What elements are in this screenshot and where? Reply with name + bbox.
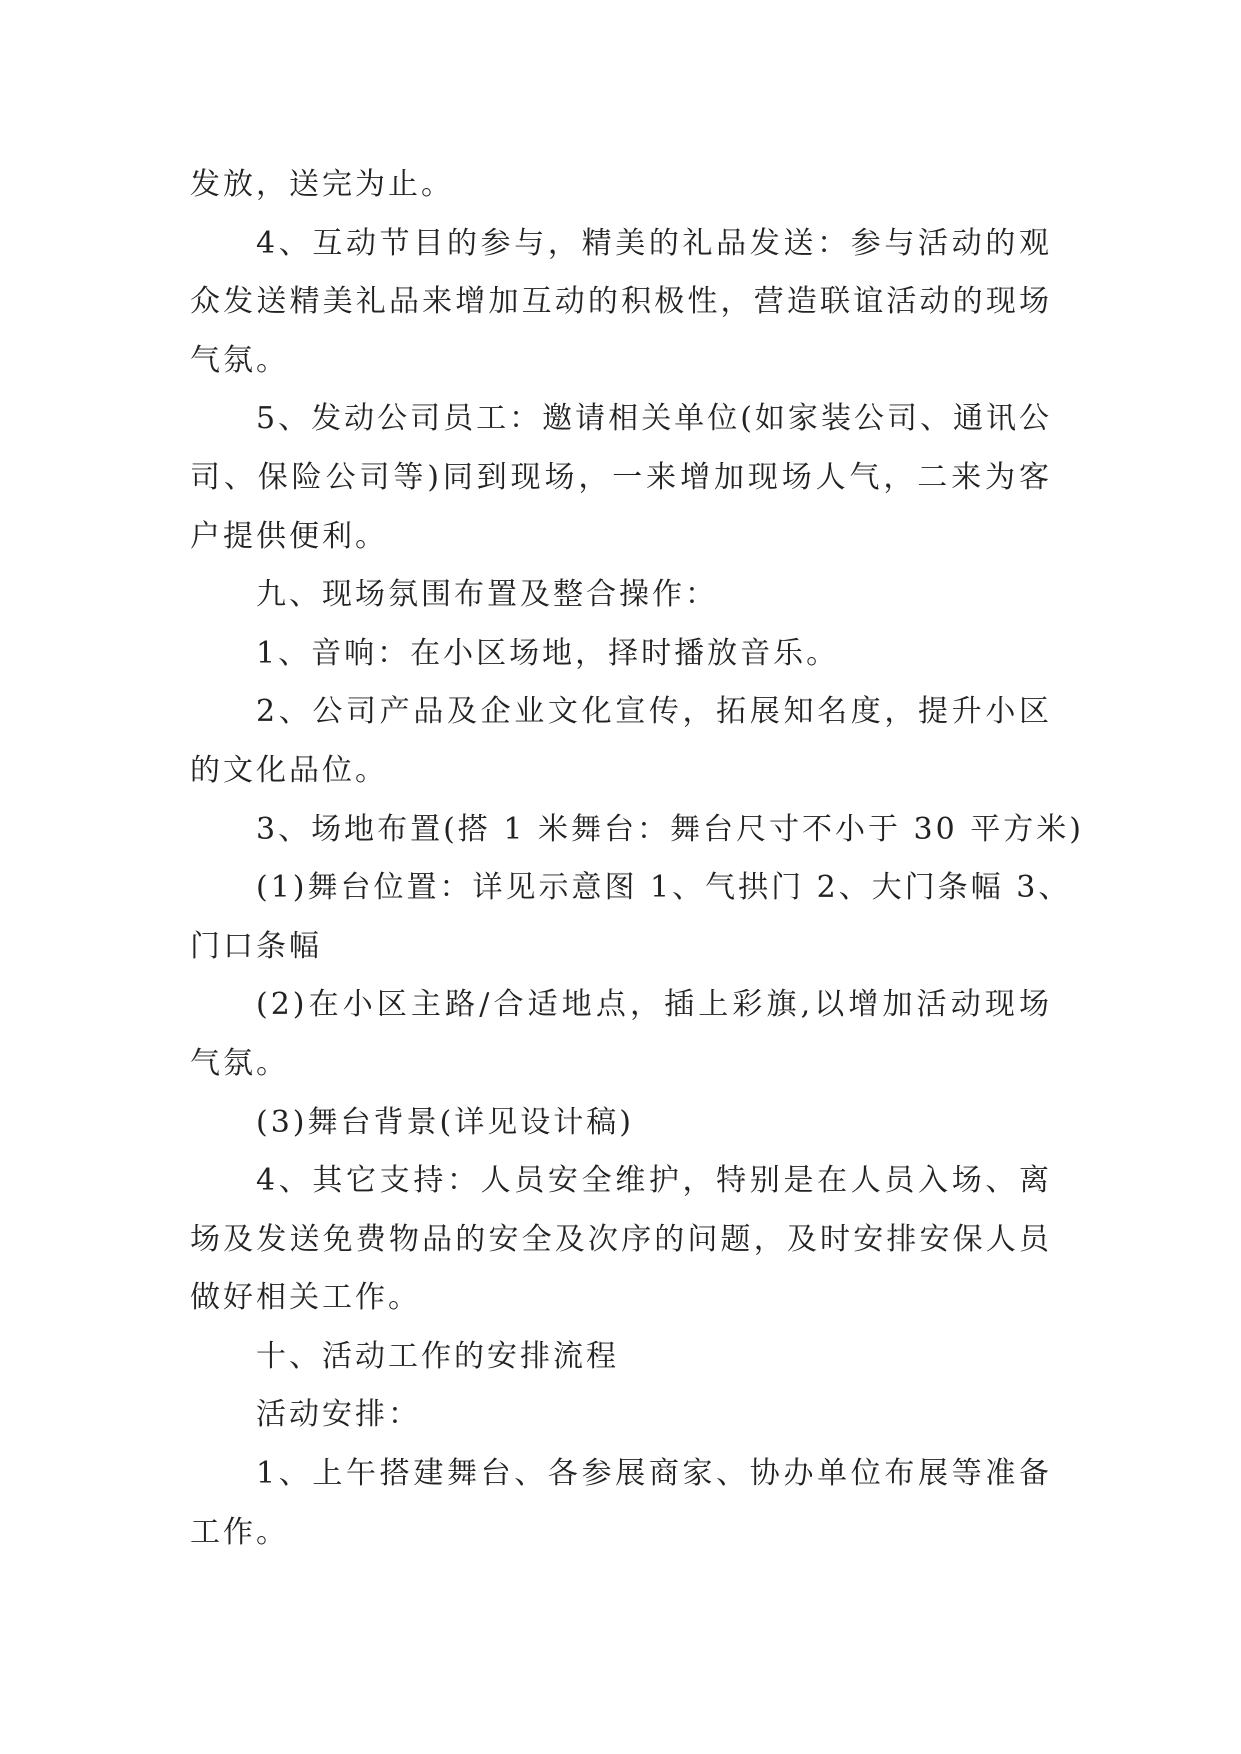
paragraph-item-4-support xyxy=(190,1152,1052,1328)
text-line: 1、上午搭建舞台、各参展商家、协办单位布展等准备 xyxy=(256,1456,1052,1492)
text-line: 十、活动工作的安排流程 xyxy=(256,1338,619,1374)
text-line: 工作。 xyxy=(190,1514,289,1550)
document-body xyxy=(190,156,1084,1562)
text-line: 4、互动节目的参与，精美的礼品发送：参与活动的观 xyxy=(256,225,1052,261)
text-line: 气氛。 xyxy=(190,1045,289,1081)
text-line: 3、场地布置(搭 1 米舞台：舞台尺寸不小于 30 平方米) xyxy=(256,811,1084,847)
text-line: 司、保险公司等)同到现场，一来增加现场人气，二来为客 xyxy=(190,459,1052,495)
paragraph-subitem-1-stage-position xyxy=(190,859,1072,976)
text-line: 场及发送免费物品的安全及次序的问题，及时安排安保人员 xyxy=(190,1221,1052,1257)
text-line: 户提供便利。 xyxy=(190,518,388,554)
text-line: 的文化品位。 xyxy=(190,752,388,788)
paragraph-subitem-2-flags xyxy=(190,976,1052,1093)
section-heading-10 xyxy=(190,1328,1052,1387)
text-line: 发放，送完为止。 xyxy=(190,167,454,202)
paragraph-item-3-venue xyxy=(190,801,1084,860)
text-line: 门口条幅 xyxy=(190,928,322,964)
text-line: (1)舞台位置：详见示意图 1、气拱门 2、大门条幅 3、 xyxy=(256,870,1072,906)
text-line: 做好相关工作。 xyxy=(190,1280,421,1316)
paragraph-continuation xyxy=(190,156,1052,215)
paragraph-item-4-gifts xyxy=(190,215,1052,391)
text-line: 4、其它支持：人员安全维护，特别是在人员入场、离 xyxy=(256,1163,1052,1199)
text-line: 1、音响：在小区场地，择时播放音乐。 xyxy=(256,635,840,671)
paragraph-schedule-item-1 xyxy=(190,1445,1052,1562)
paragraph-item-2-promotion xyxy=(190,683,1052,800)
text-line: (3)舞台背景(详见设计稿) xyxy=(256,1104,634,1140)
paragraph-item-5-staff xyxy=(190,390,1052,566)
section-heading-9 xyxy=(190,566,1052,625)
paragraph-subitem-3-backdrop xyxy=(190,1094,1052,1153)
text-line: 5、发动公司员工：邀请相关单位(如家装公司、通讯公 xyxy=(256,401,1052,437)
subheading-schedule xyxy=(190,1386,1052,1445)
paragraph-item-1-audio xyxy=(190,625,1052,684)
text-line: 活动安排： xyxy=(256,1397,421,1433)
text-line: 众发送精美礼品来增加互动的积极性，营造联谊活动的现场 xyxy=(190,284,1052,320)
text-line: 气氛。 xyxy=(190,342,289,378)
text-line: (2)在小区主路/合适地点，插上彩旗,以增加活动现场 xyxy=(256,987,1052,1023)
text-line: 九、现场氛围布置及整合操作： xyxy=(256,577,718,613)
text-line: 2、公司产品及企业文化宣传，拓展知名度，提升小区 xyxy=(256,694,1052,730)
